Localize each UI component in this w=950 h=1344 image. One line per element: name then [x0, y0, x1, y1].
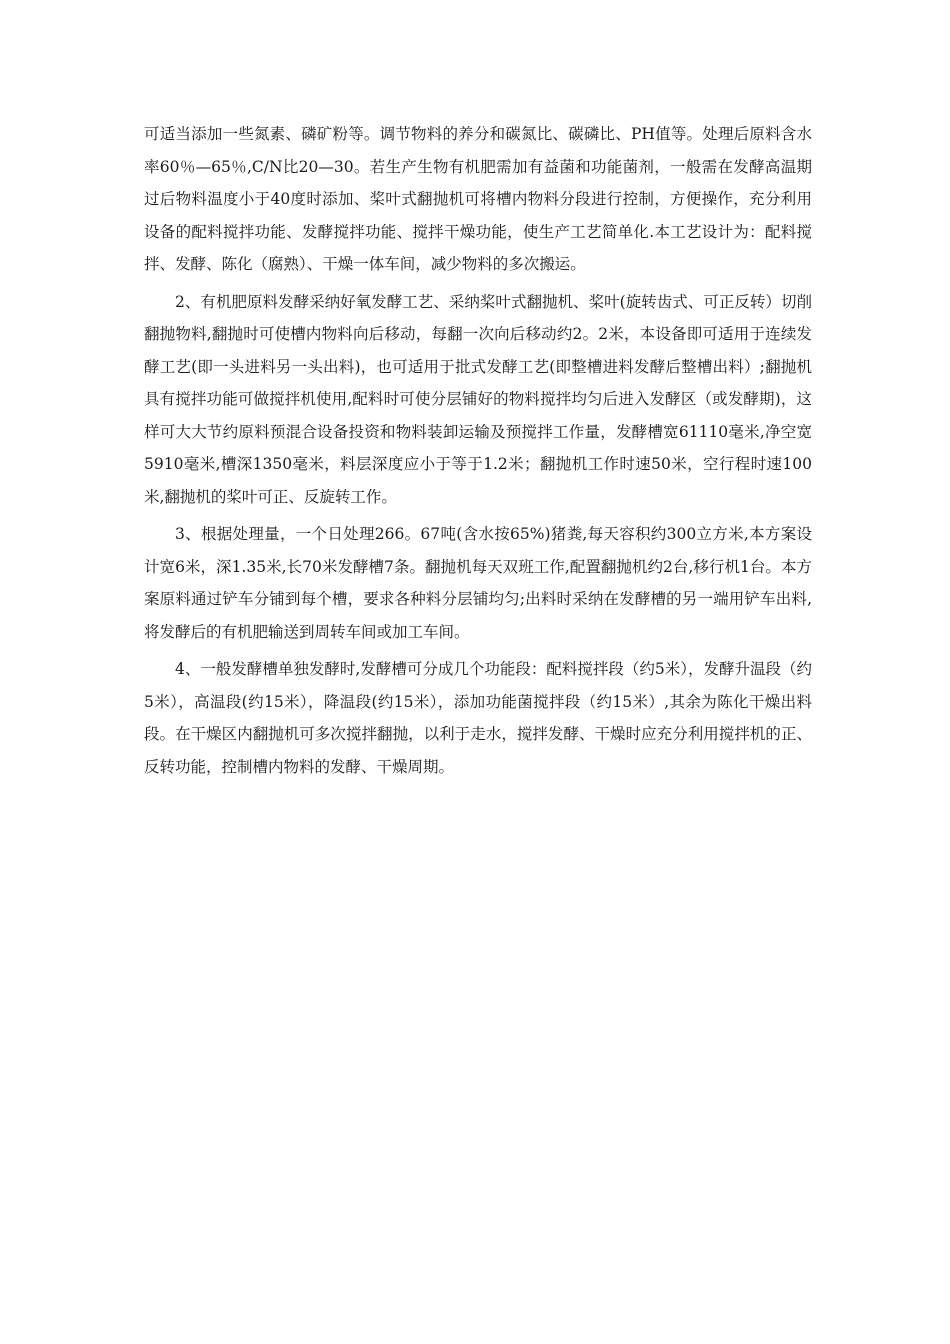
paragraph-2: 2、有机肥原料发酵采纳好氧发酵工艺、采纳桨叶式翻抛机、桨叶(旋转齿式、可正反转）切削翻抛物料,翻抛时可使槽内物料向后移动，每翻一次向后移动约2。2米，本设备即可适用于连续发酵工艺(即一头进料另一头出料)，也可适用于批式发酵工艺(即整槽进料发酵后整槽出料）;翻抛机具有搅拌功能可做搅拌机使用,配料时可使分层铺好的物料搅拌均匀后进入发酵区（或发酵期)，这样可大大节约原料预混合设备投资和物料装卸运输及预搅拌工作量，发酵槽宽61110毫米,净空宽5910毫米,槽深1350毫米，料层深度应小于等于1.2米；翻抛机工作时速50米，空行程时速100米,翻抛机的桨叶可正、反旋转工作。: [144, 292, 812, 506]
paragraph-4: 4、一般发酵槽单独发酵时,发酵槽可分成几个功能段：配料搅拌段（约5米），发酵升温段（约5米），高温段(约15米），降温段(约15米），添加功能菌搅拌段（约15米）,其余为陈化干燥出料段。在干燥区内翻抛机可多次搅拌翻抛，以利于走水，搅拌发酵、干燥时应充分利用搅拌机的正、反转功能，控制槽内物料的发酵、干燥周期。: [144, 660, 812, 776]
document-body: [144, 118, 812, 783]
paragraph-continuation: 可适当添加一些氮素、磷矿粉等。调节物料的养分和碳氮比、碳磷比、PH值等。处理后原料含水率60％—65％,C/N比20—30。若生产生物有机肥需加有益菌和功能菌剂，一般需在发酵高温期过后物料温度小于40度时添加、桨叶式翻抛机可将槽内物料分段进行控制，方便操作，充分利用设备的配料搅拌功能、发酵搅拌功能、搅拌干燥功能，使生产工艺简单化.本工艺设计为：配料搅拌、发酵、陈化（腐熟）、干燥一体车间，减少物料的多次搬运。: [144, 125, 812, 273]
paragraph-3: 3、根据处理量，一个日处理266。67吨(含水按65%)猪粪,每天容积约300立方米,本方案设计宽6米，深1.35米,长70米发酵槽7条。翻抛机每天双班工作,配置翻抛机约2台,移行机1台。本方案原料通过铲车分铺到每个槽，要求各种料分层铺均匀;出料时采纳在发酵槽的另一端用铲车出料,将发酵后的有机肥输送到周转车间或加工车间。: [144, 525, 812, 641]
